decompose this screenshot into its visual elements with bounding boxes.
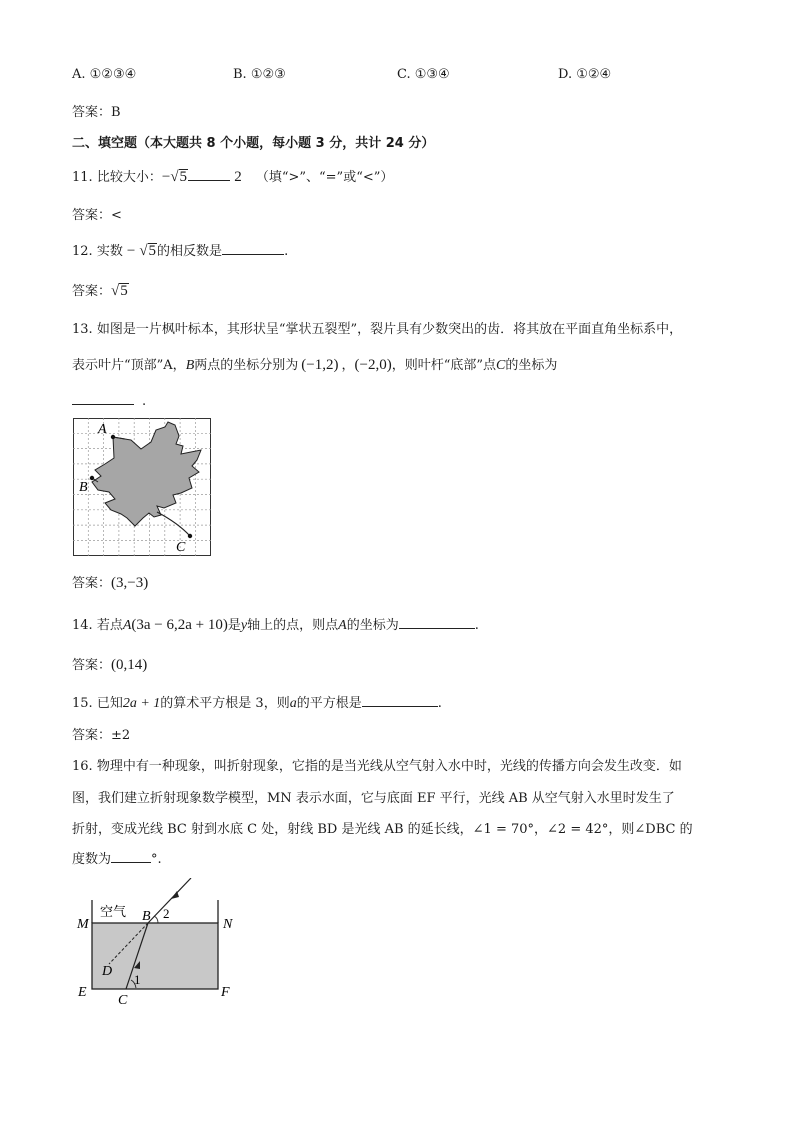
q16-line1 [72,755,682,774]
q12-answer-label: 答案： [72,284,112,299]
q13-text2f: 的坐标为 [505,358,558,373]
option-c: C. ①③④ [397,67,450,82]
q13-text1: 如图是一片枫叶标本，其形状呈“掌状五裂型”，裂片具有少数突出的齿．将其放在平面直角坐标系中， [96,322,683,337]
q12-minus: − [126,243,136,259]
q14-point: A [122,618,132,633]
point-a-dot [111,435,115,439]
q15-expr: 2a + 1 [122,696,161,711]
q12-end: . [284,244,289,259]
q14-mid: 是 [227,618,241,633]
label-c: C [118,993,128,1008]
q15-var: a [289,696,297,711]
q14-point2: A [338,618,347,633]
label-c: C [176,540,186,555]
q14-coords: (3a − 6,2a + 10) [131,617,228,633]
water-region [92,923,218,989]
q14-answer-label: 答案： [72,658,112,673]
q16-blank[interactable] [111,850,151,863]
label-1: 1 [134,972,141,987]
q14-answer-value: (0,14) [111,657,148,673]
q14-answer [72,654,147,674]
label-d: D [102,964,113,979]
point-b-dot [90,476,94,480]
q11-rhs: 2 [234,169,242,185]
label-a: A [98,422,107,437]
label-e: E [78,985,87,1000]
q13-point-b: B [185,358,195,373]
q15-line [72,692,442,712]
q13-sep: ， [341,358,355,373]
angle-2-arc [154,916,158,923]
q14-blank[interactable] [399,616,475,629]
q11-minus: − [161,169,171,185]
q11-prefix: 比较大小： [96,170,162,185]
q11-line: 11. 比较大小：−√5 2 （填“>”、“=”或“<”） [72,169,394,185]
q15-answer: 答案：±2 [72,728,131,743]
label-b: B [79,480,88,495]
q15-blank[interactable] [362,694,438,707]
q16-line4 [72,848,162,867]
q15-suffix: 的平方根是 [296,696,362,711]
q12-suffix: 的相反数是 [157,244,223,259]
q13-blank[interactable] [72,392,134,405]
label-air: 空气 [100,904,127,919]
q11-blank[interactable] [188,168,230,181]
q14-line [72,614,479,634]
q13-end: . [142,394,147,409]
q11-hint: （填“>”、“=”或“<”） [255,170,394,185]
section-title: 二、填空题（本大题共 8 个小题，每小题 3 分，共计 24 分） [72,136,435,151]
q13-line3 [72,392,146,409]
q11-number: 11. [72,170,93,185]
q16-line2: 图，我们建立折射现象数学模型，MN 表示水面，它与底面 EF 平行，光线 AB 从空气射入水里时发生了 [72,791,675,806]
q13-answer [72,572,148,592]
q14-end: . [474,618,479,633]
maple-leaf-figure [73,418,211,556]
q12-line: 12. 实数 − √5的相反数是 . [72,243,289,259]
q12-answer: 答案：√5 [72,283,128,299]
q13-line2 [72,354,557,374]
option-d: D. ①②④ [558,67,612,82]
q13-number: 13. [72,322,93,337]
refraction-figure [74,878,244,1008]
q10-answer: 答案：B [72,105,121,120]
q11-radicand: 5 [179,169,188,185]
q14-prefix: 若点 [96,618,123,633]
q13-text2d: ，则叶杆“底部”点 [391,358,496,373]
q14-suffix: 的坐标为 [346,618,399,633]
q14-number: 14. [72,618,93,633]
label-b: B [142,909,151,924]
label-2: 2 [163,906,170,921]
q16-text1: 物理中有一种现象，叫折射现象，它指的是当光线从空气射入水中时，光线的传播方向会发生改变．如 [96,759,682,774]
q13-coord-a: (−1,2) [301,357,339,373]
q15-number: 15. [72,696,93,711]
q12-blank[interactable] [222,242,284,255]
q15-end: . [437,696,442,711]
q15-prefix: 已知 [96,696,123,711]
point-c-dot [188,534,192,538]
q12-prefix: 实数 [96,244,123,259]
q13-text2a: 表示叶片“顶部”A， [72,358,186,373]
q12-answer-radicand: 5 [120,283,128,299]
q16-number: 16. [72,759,93,774]
label-n: N [223,917,233,932]
q13-point-c: C [495,358,506,373]
label-f: F [221,985,230,1000]
q13-answer-value: (3,−3) [111,575,149,591]
q12-number: 12. [72,244,93,259]
q13-text2c: 两点的坐标分别为 [194,358,299,373]
q13-coord-b: (−2,0) [354,357,392,373]
q14-axis: y [240,618,248,633]
q16-text4a: 度数为 [72,852,112,867]
q13-line1 [72,318,682,337]
option-b: B. ①②③ [233,67,286,82]
q12-radicand: 5 [148,243,157,259]
option-a: A. ①②③④ [72,67,137,82]
q13-answer-label: 答案： [72,576,112,591]
q15-mid: 的算术平方根是 3，则 [160,696,290,711]
label-m: M [77,917,89,932]
q14-mid2: 轴上的点，则点 [247,618,339,633]
q16-text4b: °. [151,852,162,867]
q11-answer: 答案：< [72,208,122,223]
q16-line3: 折射，变成光线 BC 射到水底 C 处，射线 BD 是光线 AB 的延长线，∠1 = 70°，∠2 = 42°，则∠DBC 的 [72,822,693,837]
